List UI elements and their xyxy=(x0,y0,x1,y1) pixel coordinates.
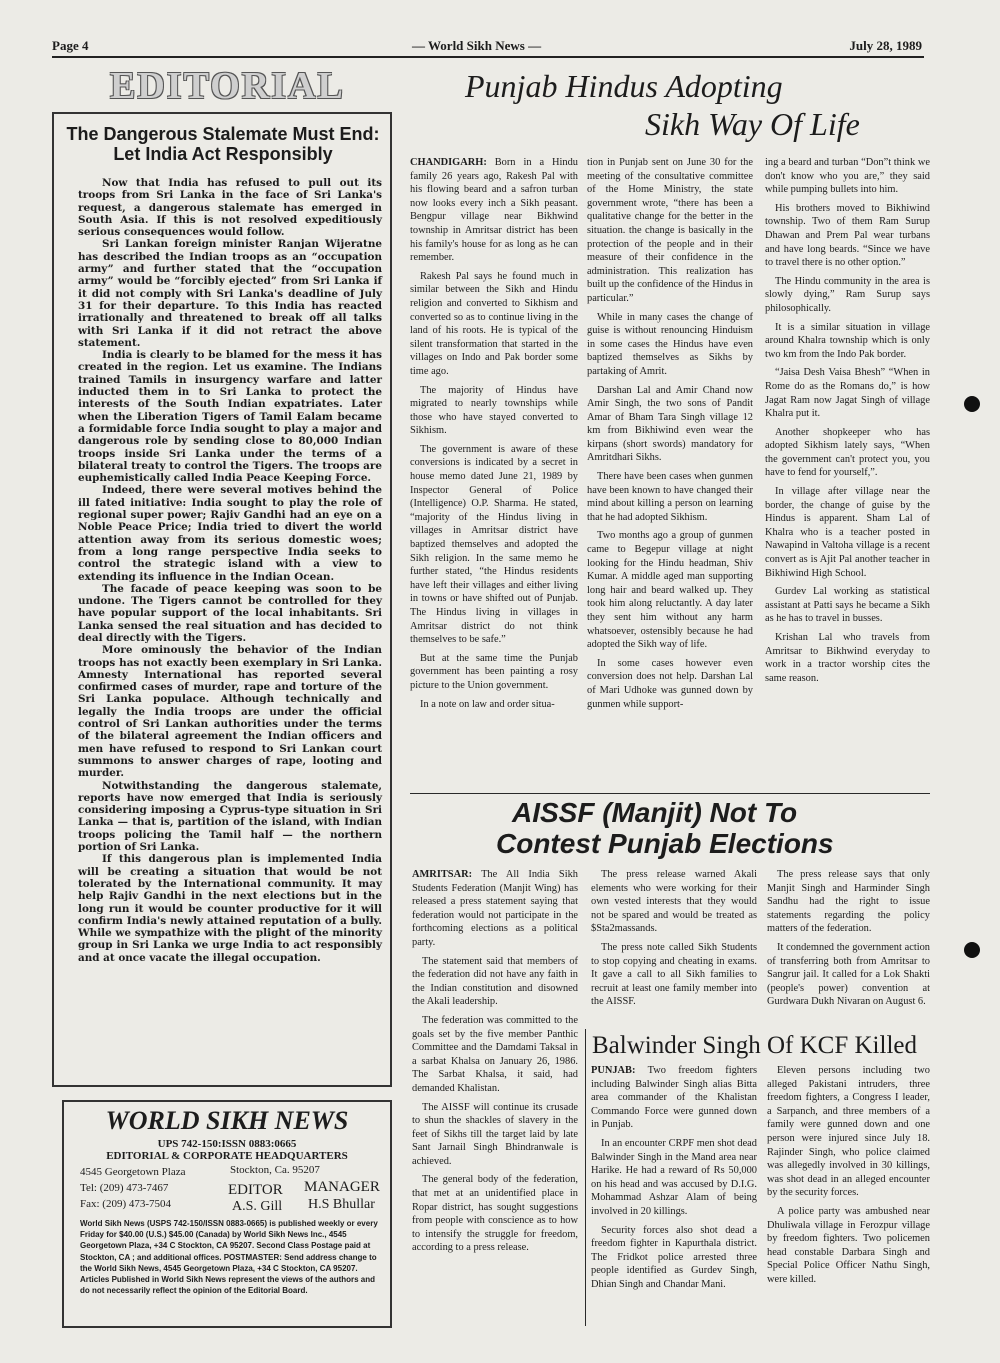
article2-paragraph: The AISSF will continue its crusade to shun the shackles of slavery in the feet of Sikhs till the target laid by late Sant Jarnail Singh Bhindranwale is achieved. xyxy=(412,1101,578,1167)
article2-paragraph: It condemned the government action of transferring both from Amritsar to Sangrur jail. It called for a Lok Shakti (people's power) convention at Gurdwara Dukh Nivaran on August 6. xyxy=(767,941,930,1008)
masthead-fine-print: World Sikh News (USPS 742-150/ISSN 0883-0665) is published weekly or every Friday for $40.00 (U.S.) $45.00 (Canada) by World Sikh News Inc., 4545 Georgetown Plaza, +34 C Stockton, CA 95207. Second Class Postage paid at Stockton, CA ; and additional offices. POSTMASTER: Send address change to the World Sikh News, 4545 Georgetown Plaza, +34 C Stockton, CA 95207. Articles Published in World Sikh News represent the views of the authors and do not necessarily reflect the opinion of the Editorial Board. xyxy=(80,1219,378,1296)
masthead-subtitle xyxy=(62,1138,392,1162)
article1-paragraph: In some cases however even conversion does not help. Darshan Lal of Mari Udhoke was gunned down by gunmen while support- xyxy=(587,657,753,710)
article1-paragraph: His brothers moved to Bikhiwind township. Two of them Ram Surup Dhawan and Prem Pal wear turbans and have long beards. “Since we have to travel there is no other option.” xyxy=(765,202,930,269)
binder-hole xyxy=(964,396,980,412)
article2-column-1 xyxy=(412,868,578,1328)
article2-headline-line2: Contest Punjab Elections xyxy=(496,828,834,859)
article3-paragraph: Security forces also shot dead a freedom fighter in Kapurthala district. The Fridkot police arrested three people identified as Gurdev Singh, Dhian Singh and Chandar Mani. xyxy=(591,1224,757,1290)
binder-hole xyxy=(964,942,980,958)
article3-headline: Balwinder Singh Of KCF Killed xyxy=(592,1032,917,1059)
editorial-paragraph: The facade of peace keeping was soon to be undone. The Tigers cannot be controlled for they have popular support of the local inhabitants. Sri Lanka sensed the real situation and has decided to deal directly with the Tigers. xyxy=(78,582,382,644)
masthead-fax: Fax: (209) 473-7504 xyxy=(80,1198,172,1210)
article1-headline-line1: Punjab Hindus Adopting xyxy=(465,68,783,104)
article3-column-1 xyxy=(591,1064,757,1329)
article1-paragraph: Two months ago a group of gunmen came to Begepur village at night looking for the Hindu headman, Shiv Kumar. A middle aged man supporting long hair and beard walked up. They took him along reluctantly. A day later they sent him without any harm whatsoever, ostensibly because he had adopted the Sikh way of life. xyxy=(587,530,753,651)
editorial-paragraph: Sri Lankan foreign minister Ranjan Wijeratne has described the Indian troops as an “occupation army” and further stated that the “occupation army” would be “forcibly ejected” from Sri Lanka if it did not comply with Sri Lanka's deadline of July 31 for their departure. To this India has reacted irrationally and threatened to break off all talks with Sri Lanka if it did not retract the above statement. xyxy=(78,238,382,349)
masthead-tel: Tel: (209) 473-7467 xyxy=(80,1182,169,1194)
masthead-address xyxy=(80,1164,186,1212)
article1-paragraph: The Hindu community in the area is slowly dying,” Ram Surup says philosophically. xyxy=(765,275,930,314)
article1-headline-line2: Sikh Way Of Life xyxy=(645,106,860,142)
article1-paragraph: Born in a Hindu family 26 years ago, Rakesh Pal with his flowing beard and a safron turban now looks every inch a Sikh peasant. Bengpur village near Bikhwind township in Amritsar district has been his family's house for as long as he can remember. xyxy=(410,157,578,264)
article3-paragraph: Two freedom fighters including Balwinder Singh alias Bitta area commander of the Khalistan Commando Force were gunned down in Punjab. xyxy=(591,1065,757,1131)
article1-paragraph: Gurdev Lal working as statistical assistant at Patti says he became a Sikh as he has to travel in busses. xyxy=(765,586,930,625)
paper-name: — World Sikh News — xyxy=(412,38,542,53)
editorial-paragraph: If this dangerous plan is implemented India will be creating a situation that would be not tolerated by the International community. It may help Rajiv Gandhi in the next elections but in the long run it would be counter productive for it will confirm India's newly attained reputation of a bully. While we sympathize with the plight of the minority group in Sri Lanka we urge India to act responsibly and at once vacate the illegal occupation. xyxy=(78,853,382,964)
article2-dateline: AMRITSAR: xyxy=(412,869,473,880)
editorial-title: The Dangerous Stalemate Must End: Let India Act Responsibly xyxy=(66,124,380,164)
editorial-paragraph: Indeed, there were several motives behind the ill fated initiative: India sought to play the role of regional super power; Rajiv Gandhi had an eye on a Noble Peace Price; India tried to divert the world attention away from its serious domestic woes; from a long range perspective India seeks to control the strategic island with a view to extending its influence in the Indian Ocean. xyxy=(78,484,382,583)
article2-paragraph: The federation was committed to the goals set by the five member Panthic Committee and the Damdami Taksal in a sarbat Khalsa on January 26, 1986. The Sarbat Khalsa, it said, had demanded Khalistan. xyxy=(412,1014,578,1094)
masthead-city: Stockton, Ca. 95207 xyxy=(230,1164,320,1176)
article1-paragraph: In a note on law and order situa- xyxy=(420,698,555,710)
article1-dateline: CHANDIGARH: xyxy=(410,157,487,168)
article1-column-2 xyxy=(587,156,753,796)
article3-paragraph: In an encounter CRPF men shot dead Balwinder Singh in the Mand area near Harike. He had a reward of Rs 50,000 on his head and was accused by D.I.G. Mohammad Ashzar Alam of being involved in 20 killings. xyxy=(591,1137,757,1217)
running-header xyxy=(52,36,922,56)
article2-column-2 xyxy=(591,868,757,1030)
article2-headline-line1: AISSF (Manjit) Not To xyxy=(512,797,798,828)
editorial-paragraph: Notwithstanding the dangerous stalemate, reports have now emerged that India is seriously considering imposing a Cyprus-type situation in Sri Lanka — that is, partition of the island, with Indian troops policing the Tamil half — the northern portion of Sri Lanka. xyxy=(78,779,382,854)
editor-name: A.S. Gill xyxy=(232,1199,283,1214)
article3-paragraph: A police party was ambushed near Dhuliwala village in Ferozpur village by freedom fighters. Two policemen head constable Darbara Singh and Special Police Officer Nathu Singh, were killed. xyxy=(767,1205,930,1285)
article1-paragraph: ing a beard and turban “Don”t think we don't know who you are,” they said while pumping bullets into him. xyxy=(765,157,930,196)
article1-paragraph: The government is aware of these conversions is indicated by a secret in house memo dated June 21, 1989 by Inspector General of Police (Intelligence) O.P. Sharma. He stated, “majority of the Hindus living in villages in Amritsar district have baptized themselves and adopted the Sikh religion. In the same memo he further stated, “the Hindus residents have left their villages and either living in towns or have shifted out of Punjab. The Hindus living in villages in Amritsar district do not think themselves to be safe.” xyxy=(410,443,578,646)
masthead-street: 4545 Georgetown Plaza xyxy=(80,1166,186,1178)
article1-bottom-rule xyxy=(410,793,930,794)
manager-role: MANAGER xyxy=(304,1179,380,1195)
article1-paragraph: While in many cases the change of guise is without renouncing Hinduism in some cases the Hindus have even baptized themselves as Sikhs by partaking of Amrit. xyxy=(587,311,753,377)
article2-paragraph: The press release says that only Manjit Singh and Harminder Singh Sandhu had the right to issue statements regarding the policy matters of the federation. xyxy=(767,869,930,935)
article2-paragraph: The press release warned Akali elements who were working for their own vested interests that they would not be spared and would be treated as $Sta2massands. xyxy=(591,869,757,935)
article1-column-3 xyxy=(765,156,930,796)
column-rule xyxy=(585,1029,586,1326)
issue-date: July 28, 1989 xyxy=(849,38,922,53)
article1-paragraph: Rakesh Pal says he found much in similar between the Sikh and Hindu religion and converted to Sikhism and converted so as to continue living in the land of his roots. He is typical of the silent transformation that started in the villages on Indo and Pak border some time ago. xyxy=(410,270,578,377)
article1-paragraph: Another shopkeeper who has adopted Sikhism lately says, “When the government can't protect you, you have to fend for yourself,”. xyxy=(765,426,930,479)
article1-paragraph: In village after village near the border, the change of guise by the Hindus is apparent. Sham Lal of Khalra who is a teacher posted in Nawapind in Valtoha village is a recent convert as is Ajit Pal another teacher in Bikhiwind High School. xyxy=(765,486,930,579)
article3-dateline: PUNJAB: xyxy=(591,1065,636,1076)
article3-column-2 xyxy=(767,1064,930,1329)
article1-paragraph: Krishan Lal who travels from Amritsar to Bikhwind everyday to work in a tractor worship cites the same reason. xyxy=(765,632,930,684)
editorial-paragraph: Now that India has refused to pull out its troops from Sri Lanka in the face of Sri Lanka's request, a dangerous stalemate has emerged in South Asia. If this is not resolved expeditiously serious consequences would follow. xyxy=(78,177,382,239)
page-number: Page 4 xyxy=(52,38,89,53)
article1-paragraph: The majority of Hindus have migrated to nearly townships while those who have stayed converted to Sikhism. xyxy=(410,384,578,437)
article1-paragraph: tion in Punjab sent on June 30 for the meeting of the consultative committee of the Home Ministry, the state government wrote, “there has been a qualitative change for the better in the situation. the change is basically in the protection of the people and in their measure of their confidence in the administration. This realization has built up the confidence of the Hindus in particular.” xyxy=(587,157,753,304)
manager-name: H.S Bhullar xyxy=(308,1197,375,1212)
article1-paragraph: Darshan Lal and Amir Chand now Amir Singh, the two sons of Pandit Amar of Bham Tara Singh village 12 km from Bikhiwind even wear the kirpans (short swords) mandatory for Amritdhari Sikhs. xyxy=(587,384,753,464)
article1-paragraph: There have been cases when gunmen have been known to have changed their mind about killing a person on learning that he had adopted Sikhism. xyxy=(587,471,753,523)
article2-paragraph: The All India Sikh Students Federation (Manjit Wing) has released a press statement saying that federation would not participate in the forthcoming elections as a political party. xyxy=(412,869,578,948)
editorial-paragraph: India is clearly to be blamed for the mess it has created in the region. Let us examine. The Indians trained Tamils in insurgency warfare and latter inducted them in to Sri Lanka to protect the interests of the South Indian expatriates. Later when the Liberation Tigers of Tamil Ealam became a formidable force India sought to play a major and dangerous role by sending close to 80,000 Indian troops inside Sri Lanka under the terms of a bilateral treaty to control the Tigers. The troops are euphemistically called India Peace Keeping Force. xyxy=(78,349,382,485)
editorial-body xyxy=(78,177,382,964)
article2-paragraph: The statement said that members of the federation did not have any faith in the Indian constitution and disowned the Akali leadership. xyxy=(412,955,578,1008)
article3-paragraph: Eleven persons including two alleged Pakistani intruders, three freedom fighters, a Congress I leader, a Sarpanch, and three members of a family were gunned down and one person were injured since July 18. Rajinder Singh, who police claimed was allegedly involved in 30 killings, was shot dead in an alleged encounter by the security forces. xyxy=(767,1065,930,1199)
article2-paragraph: The press note called Sikh Students to stop copying and cheating in exams. It gave a call to all Sikh families to recruit at least one family member into the AISSF. xyxy=(591,941,757,1008)
article1-paragraph: It is a similar situation in village around Khalra township which is only two km from the Indo Pak border. xyxy=(765,321,930,360)
article1-paragraph: “Jaisa Desh Vaisa Bhesh” “When in Rome do as the Romans do,” is how Jagat Ram now Jagat Singh of village Khalra put it. xyxy=(765,367,930,420)
editor-role: EDITOR xyxy=(228,1182,283,1198)
editorial-banner: EDITORIAL xyxy=(110,65,345,107)
masthead-ups: UPS 742-150:ISSN 0883:0665 xyxy=(157,1138,297,1150)
article2-paragraph: The general body of the federation, that met at an unidentified place in Ropar district, has sought suggestions from people with conscience as to how to intensify the struggle for freedom, according to a press release. xyxy=(412,1174,578,1254)
article1-column-1 xyxy=(410,156,578,796)
article1-paragraph: But at the same time the Punjab government has been painting a rosy picture to the Union government. xyxy=(410,652,578,691)
editorial-paragraph: More ominously the behavior of the Indian troops has not exactly been exemplary in Sri Lanka. Amnesty International has reported several confirmed cases of murder, rape and torture of the Sri Lanka populace. Although technically and legally the India troops are under the official control of Sri Lankan authorities under the terms of the bilateral agreement the Indian officers and men have refused to respond to Sri Lankan court summons to answer charges of rape, looting and murder. xyxy=(78,644,382,780)
header-rule xyxy=(52,56,924,58)
masthead-hq: EDITORIAL & CORPORATE HEADQUARTERS xyxy=(106,1150,348,1162)
masthead-title: WORLD SIKH NEWS xyxy=(105,1106,349,1135)
article2-column-3 xyxy=(767,868,930,1030)
